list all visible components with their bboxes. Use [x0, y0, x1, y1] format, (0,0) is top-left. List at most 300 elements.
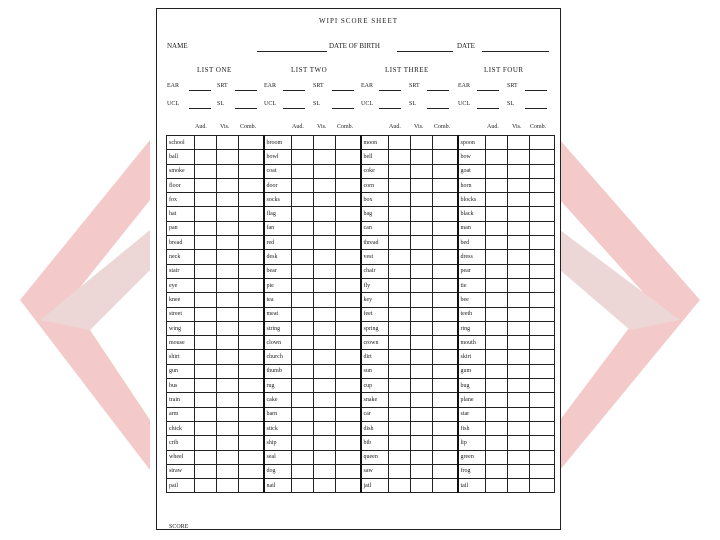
- score-cell-aud[interactable]: [389, 164, 411, 178]
- score-cell-comb[interactable]: [239, 350, 264, 364]
- score-cell-comb[interactable]: [336, 350, 361, 364]
- score-cell-vis[interactable]: [314, 236, 336, 250]
- score-cell-aud[interactable]: [486, 393, 508, 407]
- score-cell-aud[interactable]: [292, 364, 314, 378]
- score-cell-aud[interactable]: [292, 193, 314, 207]
- score-cell-comb[interactable]: [530, 336, 555, 350]
- score-cell-aud[interactable]: [292, 293, 314, 307]
- score-cell-vis[interactable]: [508, 178, 530, 192]
- score-cell-aud[interactable]: [195, 164, 217, 178]
- score-cell-vis[interactable]: [314, 364, 336, 378]
- score-cell-aud[interactable]: [486, 436, 508, 450]
- score-cell-comb[interactable]: [433, 193, 458, 207]
- score-cell-aud[interactable]: [292, 164, 314, 178]
- score-cell-aud[interactable]: [292, 264, 314, 278]
- score-cell-vis[interactable]: [508, 421, 530, 435]
- score-cell-comb[interactable]: [239, 164, 264, 178]
- score-cell-comb[interactable]: [530, 136, 555, 150]
- score-cell-vis[interactable]: [314, 178, 336, 192]
- score-cell-aud[interactable]: [195, 207, 217, 221]
- score-cell-vis[interactable]: [411, 236, 433, 250]
- score-cell-comb[interactable]: [433, 350, 458, 364]
- score-cell-comb[interactable]: [530, 221, 555, 235]
- score-cell-vis[interactable]: [411, 479, 433, 493]
- score-cell-comb[interactable]: [336, 321, 361, 335]
- score-cell-aud[interactable]: [389, 379, 411, 393]
- score-cell-vis[interactable]: [314, 350, 336, 364]
- score-cell-comb[interactable]: [433, 336, 458, 350]
- score-cell-comb[interactable]: [336, 464, 361, 478]
- score-cell-vis[interactable]: [217, 421, 239, 435]
- score-cell-vis[interactable]: [508, 207, 530, 221]
- score-cell-comb[interactable]: [239, 464, 264, 478]
- score-cell-vis[interactable]: [314, 221, 336, 235]
- score-cell-vis[interactable]: [217, 321, 239, 335]
- score-cell-comb[interactable]: [336, 193, 361, 207]
- srt-field-2[interactable]: [332, 90, 354, 91]
- score-cell-comb[interactable]: [433, 293, 458, 307]
- score-cell-vis[interactable]: [508, 293, 530, 307]
- score-cell-vis[interactable]: [411, 307, 433, 321]
- score-cell-aud[interactable]: [195, 479, 217, 493]
- score-cell-comb[interactable]: [239, 278, 264, 292]
- date-field[interactable]: [482, 51, 549, 52]
- score-cell-comb[interactable]: [336, 479, 361, 493]
- score-cell-vis[interactable]: [508, 464, 530, 478]
- score-cell-comb[interactable]: [336, 379, 361, 393]
- score-cell-vis[interactable]: [217, 336, 239, 350]
- score-cell-comb[interactable]: [530, 250, 555, 264]
- ear-field-4[interactable]: [477, 90, 499, 91]
- score-cell-vis[interactable]: [411, 464, 433, 478]
- score-cell-vis[interactable]: [411, 407, 433, 421]
- score-cell-aud[interactable]: [389, 250, 411, 264]
- score-cell-aud[interactable]: [486, 164, 508, 178]
- name-field[interactable]: [257, 51, 327, 52]
- score-cell-comb[interactable]: [239, 264, 264, 278]
- score-field-2[interactable]: [289, 529, 355, 530]
- score-cell-aud[interactable]: [486, 193, 508, 207]
- score-cell-aud[interactable]: [292, 321, 314, 335]
- ucl-field-3[interactable]: [379, 108, 401, 109]
- score-cell-comb[interactable]: [530, 236, 555, 250]
- score-cell-comb[interactable]: [239, 136, 264, 150]
- score-cell-comb[interactable]: [530, 150, 555, 164]
- score-cell-comb[interactable]: [433, 321, 458, 335]
- score-cell-vis[interactable]: [411, 321, 433, 335]
- score-cell-vis[interactable]: [411, 178, 433, 192]
- score-cell-comb[interactable]: [530, 379, 555, 393]
- score-field-1[interactable]: [195, 529, 253, 530]
- score-cell-vis[interactable]: [217, 464, 239, 478]
- score-cell-aud[interactable]: [292, 350, 314, 364]
- score-cell-vis[interactable]: [217, 221, 239, 235]
- score-cell-comb[interactable]: [336, 393, 361, 407]
- score-cell-vis[interactable]: [314, 136, 336, 150]
- score-cell-vis[interactable]: [508, 321, 530, 335]
- score-cell-comb[interactable]: [433, 393, 458, 407]
- score-cell-aud[interactable]: [195, 293, 217, 307]
- score-cell-aud[interactable]: [292, 421, 314, 435]
- score-cell-comb[interactable]: [336, 264, 361, 278]
- score-cell-vis[interactable]: [508, 236, 530, 250]
- score-cell-vis[interactable]: [217, 278, 239, 292]
- score-cell-comb[interactable]: [336, 236, 361, 250]
- score-cell-comb[interactable]: [336, 336, 361, 350]
- score-cell-comb[interactable]: [433, 407, 458, 421]
- score-cell-vis[interactable]: [508, 350, 530, 364]
- score-cell-vis[interactable]: [217, 207, 239, 221]
- score-cell-vis[interactable]: [411, 264, 433, 278]
- score-cell-comb[interactable]: [239, 479, 264, 493]
- score-cell-comb[interactable]: [336, 221, 361, 235]
- score-cell-aud[interactable]: [195, 464, 217, 478]
- score-cell-vis[interactable]: [217, 150, 239, 164]
- score-cell-vis[interactable]: [411, 193, 433, 207]
- score-cell-vis[interactable]: [508, 264, 530, 278]
- score-cell-vis[interactable]: [508, 364, 530, 378]
- sl-field-1[interactable]: [235, 108, 257, 109]
- score-cell-comb[interactable]: [336, 278, 361, 292]
- score-cell-aud[interactable]: [292, 221, 314, 235]
- sl-field-3[interactable]: [427, 108, 449, 109]
- score-cell-comb[interactable]: [530, 293, 555, 307]
- score-cell-comb[interactable]: [239, 421, 264, 435]
- score-cell-vis[interactable]: [217, 307, 239, 321]
- score-cell-aud[interactable]: [292, 436, 314, 450]
- dob-field[interactable]: [397, 51, 453, 52]
- score-cell-comb[interactable]: [336, 307, 361, 321]
- score-cell-vis[interactable]: [217, 136, 239, 150]
- score-cell-aud[interactable]: [292, 464, 314, 478]
- score-cell-aud[interactable]: [389, 450, 411, 464]
- score-cell-comb[interactable]: [336, 178, 361, 192]
- score-cell-vis[interactable]: [217, 193, 239, 207]
- ear-field-3[interactable]: [379, 90, 401, 91]
- score-cell-comb[interactable]: [530, 393, 555, 407]
- score-cell-aud[interactable]: [292, 236, 314, 250]
- score-cell-vis[interactable]: [411, 136, 433, 150]
- score-cell-comb[interactable]: [433, 164, 458, 178]
- score-cell-vis[interactable]: [314, 207, 336, 221]
- score-cell-vis[interactable]: [508, 450, 530, 464]
- score-cell-comb[interactable]: [433, 136, 458, 150]
- score-cell-aud[interactable]: [389, 464, 411, 478]
- score-cell-comb[interactable]: [336, 421, 361, 435]
- score-cell-comb[interactable]: [433, 207, 458, 221]
- score-cell-comb[interactable]: [433, 264, 458, 278]
- score-cell-vis[interactable]: [217, 250, 239, 264]
- score-cell-aud[interactable]: [195, 278, 217, 292]
- score-cell-vis[interactable]: [217, 364, 239, 378]
- score-cell-comb[interactable]: [530, 421, 555, 435]
- score-cell-comb[interactable]: [530, 207, 555, 221]
- score-cell-vis[interactable]: [314, 393, 336, 407]
- score-cell-comb[interactable]: [433, 307, 458, 321]
- score-cell-vis[interactable]: [411, 278, 433, 292]
- score-cell-vis[interactable]: [314, 307, 336, 321]
- score-cell-vis[interactable]: [314, 164, 336, 178]
- srt-field-3[interactable]: [427, 90, 449, 91]
- score-cell-aud[interactable]: [195, 336, 217, 350]
- score-cell-vis[interactable]: [217, 178, 239, 192]
- score-cell-vis[interactable]: [508, 136, 530, 150]
- score-cell-comb[interactable]: [530, 278, 555, 292]
- score-cell-aud[interactable]: [486, 421, 508, 435]
- score-cell-vis[interactable]: [314, 436, 336, 450]
- score-cell-aud[interactable]: [389, 350, 411, 364]
- score-cell-aud[interactable]: [486, 278, 508, 292]
- score-cell-aud[interactable]: [195, 193, 217, 207]
- score-cell-aud[interactable]: [195, 407, 217, 421]
- score-cell-comb[interactable]: [239, 307, 264, 321]
- score-cell-comb[interactable]: [530, 479, 555, 493]
- score-cell-aud[interactable]: [389, 178, 411, 192]
- score-cell-vis[interactable]: [217, 407, 239, 421]
- score-cell-comb[interactable]: [433, 221, 458, 235]
- score-cell-comb[interactable]: [530, 407, 555, 421]
- score-field-4[interactable]: [481, 529, 547, 530]
- score-cell-comb[interactable]: [239, 221, 264, 235]
- score-cell-aud[interactable]: [292, 379, 314, 393]
- score-cell-aud[interactable]: [486, 479, 508, 493]
- score-cell-vis[interactable]: [508, 436, 530, 450]
- score-cell-aud[interactable]: [486, 464, 508, 478]
- score-cell-comb[interactable]: [336, 293, 361, 307]
- score-cell-vis[interactable]: [411, 293, 433, 307]
- score-cell-aud[interactable]: [389, 221, 411, 235]
- score-cell-aud[interactable]: [195, 264, 217, 278]
- score-cell-aud[interactable]: [486, 350, 508, 364]
- score-cell-comb[interactable]: [433, 364, 458, 378]
- score-cell-aud[interactable]: [195, 221, 217, 235]
- score-cell-aud[interactable]: [389, 207, 411, 221]
- score-cell-aud[interactable]: [292, 307, 314, 321]
- score-cell-vis[interactable]: [411, 250, 433, 264]
- score-cell-vis[interactable]: [508, 193, 530, 207]
- score-cell-vis[interactable]: [217, 264, 239, 278]
- score-cell-comb[interactable]: [336, 250, 361, 264]
- score-cell-aud[interactable]: [195, 150, 217, 164]
- score-cell-vis[interactable]: [314, 450, 336, 464]
- score-cell-aud[interactable]: [486, 150, 508, 164]
- score-cell-comb[interactable]: [433, 421, 458, 435]
- score-cell-aud[interactable]: [292, 250, 314, 264]
- score-cell-vis[interactable]: [508, 250, 530, 264]
- score-cell-vis[interactable]: [217, 236, 239, 250]
- score-cell-comb[interactable]: [530, 364, 555, 378]
- score-cell-vis[interactable]: [508, 336, 530, 350]
- score-cell-comb[interactable]: [530, 321, 555, 335]
- ucl-field-1[interactable]: [189, 108, 211, 109]
- score-cell-aud[interactable]: [292, 178, 314, 192]
- score-cell-aud[interactable]: [486, 250, 508, 264]
- score-cell-aud[interactable]: [486, 293, 508, 307]
- score-cell-aud[interactable]: [389, 393, 411, 407]
- score-cell-aud[interactable]: [389, 264, 411, 278]
- score-cell-vis[interactable]: [508, 393, 530, 407]
- score-cell-vis[interactable]: [411, 450, 433, 464]
- score-cell-comb[interactable]: [239, 436, 264, 450]
- score-cell-vis[interactable]: [217, 450, 239, 464]
- score-cell-comb[interactable]: [433, 278, 458, 292]
- score-cell-aud[interactable]: [195, 250, 217, 264]
- score-cell-vis[interactable]: [411, 336, 433, 350]
- score-cell-comb[interactable]: [239, 321, 264, 335]
- score-cell-aud[interactable]: [486, 407, 508, 421]
- score-cell-aud[interactable]: [389, 136, 411, 150]
- score-cell-aud[interactable]: [292, 207, 314, 221]
- score-cell-comb[interactable]: [239, 450, 264, 464]
- score-cell-aud[interactable]: [486, 136, 508, 150]
- score-cell-comb[interactable]: [530, 164, 555, 178]
- score-cell-vis[interactable]: [217, 379, 239, 393]
- score-cell-comb[interactable]: [239, 293, 264, 307]
- score-cell-vis[interactable]: [411, 436, 433, 450]
- score-cell-comb[interactable]: [530, 193, 555, 207]
- score-cell-aud[interactable]: [486, 321, 508, 335]
- score-cell-aud[interactable]: [292, 136, 314, 150]
- score-cell-aud[interactable]: [292, 150, 314, 164]
- score-cell-vis[interactable]: [411, 350, 433, 364]
- score-cell-comb[interactable]: [433, 236, 458, 250]
- score-cell-vis[interactable]: [217, 350, 239, 364]
- score-cell-comb[interactable]: [336, 450, 361, 464]
- score-cell-aud[interactable]: [486, 379, 508, 393]
- score-cell-vis[interactable]: [217, 293, 239, 307]
- score-cell-comb[interactable]: [433, 250, 458, 264]
- score-cell-vis[interactable]: [411, 207, 433, 221]
- score-cell-aud[interactable]: [195, 393, 217, 407]
- score-cell-aud[interactable]: [389, 150, 411, 164]
- score-cell-vis[interactable]: [217, 393, 239, 407]
- score-cell-vis[interactable]: [314, 379, 336, 393]
- score-cell-aud[interactable]: [195, 436, 217, 450]
- score-cell-comb[interactable]: [530, 350, 555, 364]
- score-cell-aud[interactable]: [195, 178, 217, 192]
- score-cell-comb[interactable]: [433, 379, 458, 393]
- score-cell-aud[interactable]: [195, 236, 217, 250]
- score-cell-aud[interactable]: [195, 450, 217, 464]
- score-cell-comb[interactable]: [239, 393, 264, 407]
- score-cell-vis[interactable]: [411, 364, 433, 378]
- score-cell-comb[interactable]: [336, 150, 361, 164]
- score-cell-vis[interactable]: [411, 150, 433, 164]
- score-cell-vis[interactable]: [508, 307, 530, 321]
- score-cell-aud[interactable]: [389, 479, 411, 493]
- score-cell-vis[interactable]: [314, 264, 336, 278]
- score-cell-vis[interactable]: [508, 150, 530, 164]
- score-cell-comb[interactable]: [239, 364, 264, 378]
- score-cell-aud[interactable]: [195, 364, 217, 378]
- score-cell-vis[interactable]: [508, 164, 530, 178]
- score-cell-comb[interactable]: [530, 436, 555, 450]
- score-cell-comb[interactable]: [336, 436, 361, 450]
- score-cell-comb[interactable]: [530, 450, 555, 464]
- score-cell-vis[interactable]: [314, 421, 336, 435]
- score-cell-comb[interactable]: [239, 150, 264, 164]
- score-cell-comb[interactable]: [336, 364, 361, 378]
- score-cell-comb[interactable]: [336, 207, 361, 221]
- score-cell-aud[interactable]: [389, 236, 411, 250]
- score-cell-aud[interactable]: [389, 321, 411, 335]
- score-cell-vis[interactable]: [508, 479, 530, 493]
- score-cell-aud[interactable]: [195, 136, 217, 150]
- ucl-field-2[interactable]: [283, 108, 305, 109]
- score-cell-aud[interactable]: [292, 450, 314, 464]
- score-cell-aud[interactable]: [292, 407, 314, 421]
- score-cell-vis[interactable]: [314, 479, 336, 493]
- score-cell-comb[interactable]: [530, 264, 555, 278]
- score-cell-aud[interactable]: [389, 421, 411, 435]
- score-cell-comb[interactable]: [433, 464, 458, 478]
- score-cell-comb[interactable]: [239, 407, 264, 421]
- score-cell-aud[interactable]: [389, 307, 411, 321]
- score-cell-vis[interactable]: [411, 379, 433, 393]
- score-cell-aud[interactable]: [292, 479, 314, 493]
- score-cell-aud[interactable]: [389, 278, 411, 292]
- score-cell-comb[interactable]: [530, 464, 555, 478]
- score-cell-vis[interactable]: [314, 407, 336, 421]
- score-cell-aud[interactable]: [486, 236, 508, 250]
- score-cell-comb[interactable]: [239, 178, 264, 192]
- score-cell-comb[interactable]: [239, 379, 264, 393]
- score-cell-vis[interactable]: [314, 193, 336, 207]
- score-cell-comb[interactable]: [433, 450, 458, 464]
- score-cell-comb[interactable]: [433, 436, 458, 450]
- score-cell-comb[interactable]: [336, 136, 361, 150]
- score-cell-vis[interactable]: [217, 164, 239, 178]
- score-cell-vis[interactable]: [508, 407, 530, 421]
- score-cell-aud[interactable]: [486, 221, 508, 235]
- score-cell-aud[interactable]: [486, 364, 508, 378]
- score-cell-comb[interactable]: [239, 193, 264, 207]
- score-cell-comb[interactable]: [239, 336, 264, 350]
- score-cell-vis[interactable]: [217, 436, 239, 450]
- ucl-field-4[interactable]: [477, 108, 499, 109]
- srt-field-1[interactable]: [235, 90, 257, 91]
- score-cell-comb[interactable]: [530, 178, 555, 192]
- score-cell-aud[interactable]: [486, 207, 508, 221]
- score-cell-aud[interactable]: [292, 393, 314, 407]
- score-field-3[interactable]: [385, 529, 451, 530]
- score-cell-vis[interactable]: [508, 379, 530, 393]
- score-cell-aud[interactable]: [389, 407, 411, 421]
- score-cell-vis[interactable]: [314, 464, 336, 478]
- score-cell-aud[interactable]: [195, 379, 217, 393]
- score-cell-aud[interactable]: [195, 421, 217, 435]
- score-cell-aud[interactable]: [389, 336, 411, 350]
- sl-field-2[interactable]: [332, 108, 354, 109]
- score-cell-aud[interactable]: [195, 321, 217, 335]
- score-cell-aud[interactable]: [195, 307, 217, 321]
- sl-field-4[interactable]: [525, 108, 547, 109]
- score-cell-aud[interactable]: [486, 450, 508, 464]
- score-cell-vis[interactable]: [217, 479, 239, 493]
- score-cell-vis[interactable]: [508, 221, 530, 235]
- score-cell-aud[interactable]: [292, 336, 314, 350]
- score-cell-vis[interactable]: [411, 164, 433, 178]
- score-cell-aud[interactable]: [389, 193, 411, 207]
- score-cell-aud[interactable]: [486, 178, 508, 192]
- score-cell-comb[interactable]: [239, 250, 264, 264]
- score-cell-comb[interactable]: [433, 150, 458, 164]
- score-cell-vis[interactable]: [411, 221, 433, 235]
- score-cell-comb[interactable]: [433, 178, 458, 192]
- score-cell-aud[interactable]: [486, 336, 508, 350]
- score-cell-aud[interactable]: [195, 350, 217, 364]
- srt-field-4[interactable]: [525, 90, 547, 91]
